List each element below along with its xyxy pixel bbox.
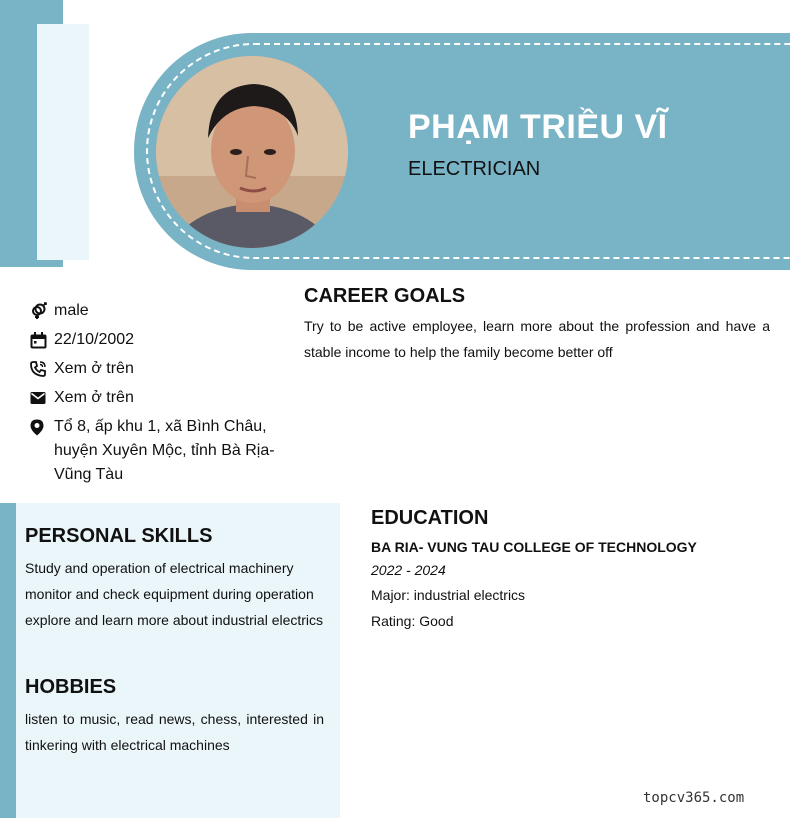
gender-value: male (54, 302, 89, 319)
job-title: ELECTRICIAN (408, 158, 541, 180)
hobbies-text: listen to music, read news, chess, interested in tinkering with electrical machines (25, 711, 324, 753)
education-title: EDUCATION (371, 507, 489, 529)
calendar-icon (30, 328, 54, 352)
contact-birthdate (30, 328, 294, 352)
career-goals-text: Try to be active employee, learn more about the profession and have a stable income to help the family become better off (304, 318, 770, 360)
candidate-name: PHẠM TRIỀU VĨ (408, 108, 668, 146)
skill-item: Study and operation of electrical machinery (25, 560, 294, 576)
envelope-icon (30, 386, 54, 410)
skills-panel-accent-bar (0, 503, 16, 818)
skills-panel (0, 503, 340, 818)
skill-item: monitor and check equipment during operation (25, 586, 314, 602)
watermark: topcv365.com (643, 790, 745, 806)
profile-photo (156, 56, 348, 248)
location-pin-icon (30, 415, 54, 439)
education-major: Major: industrial electrics (371, 587, 526, 603)
career-goals-title: CAREER GOALS (304, 285, 466, 307)
birthdate-value: 22/10/2002 (54, 331, 135, 348)
personal-skills-title: PERSONAL SKILLS (25, 525, 213, 547)
personal-skills-list (25, 555, 325, 633)
phone-icon (30, 357, 54, 381)
education-rating: Rating: Good (371, 613, 454, 629)
skill-item: explore and learn more about industrial electrics (25, 612, 324, 628)
email-value: Xem ở trên (54, 389, 134, 406)
contact-address (30, 415, 294, 487)
education-school: BA RIA- VUNG TAU COLLEGE OF TECHNOLOGY (371, 539, 697, 555)
contact-gender (30, 299, 294, 323)
gender-icon (30, 299, 54, 323)
hobbies-title: HOBBIES (25, 676, 117, 698)
header-deco-inner (37, 24, 89, 260)
address-value: Tổ 8, ấp khu 1, xã Bình Châu, huyện Xuyên Mộc, tỉnh Bà Rịa-Vũng Tàu (54, 418, 275, 483)
contact-phone (30, 357, 294, 381)
phone-value: Xem ở trên (54, 360, 134, 377)
education-years: 2022 - 2024 (371, 562, 446, 578)
contact-email (30, 386, 294, 410)
